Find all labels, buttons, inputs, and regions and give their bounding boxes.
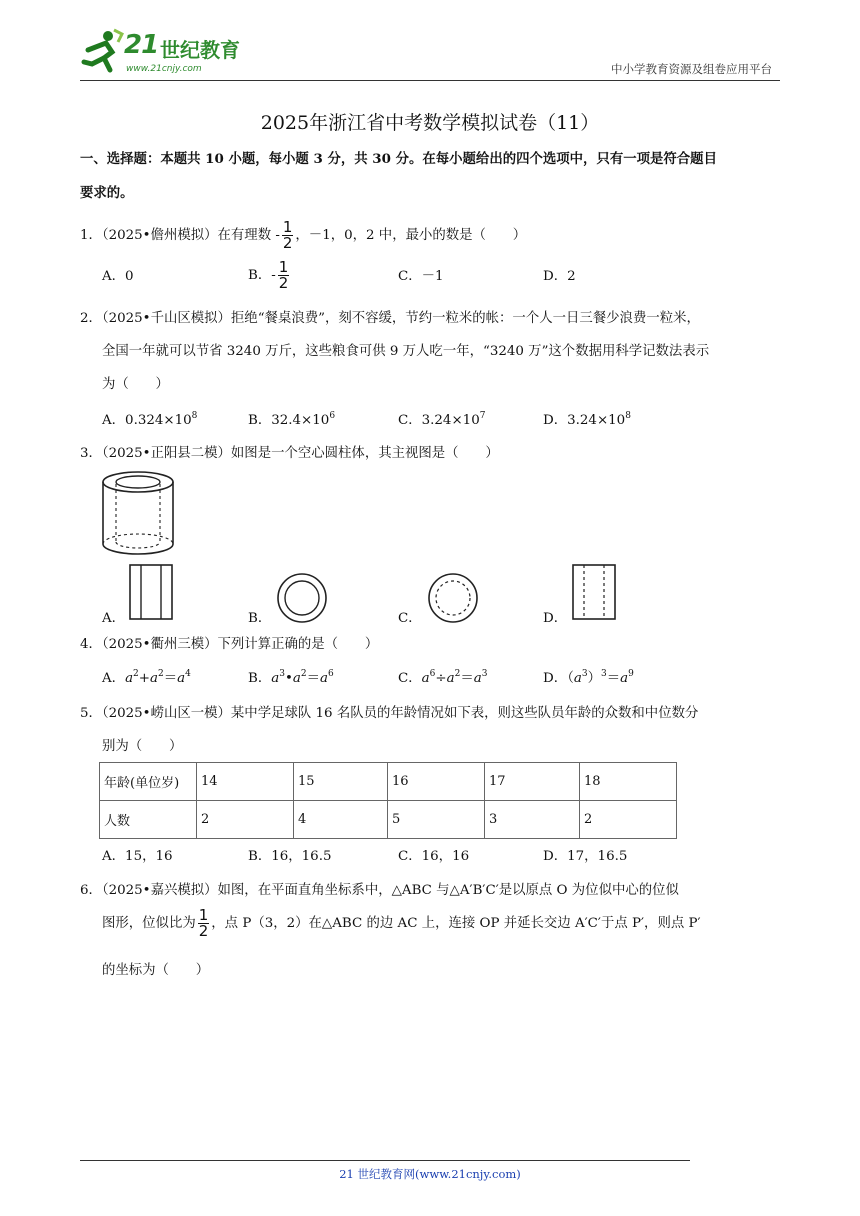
q4-option-d[interactable]: D．$(a^3)^3=a^9$	[543, 669, 634, 686]
page-title: 2025年浙江省中考数学模拟试卷（11）	[260, 112, 600, 134]
table-cell: 人数	[100, 801, 197, 839]
footer-divider	[80, 1160, 690, 1161]
logo-name: 世纪教育	[160, 38, 240, 62]
section-heading-line2: 要求的。	[80, 185, 134, 201]
question-6-line1: 6．（2025•嘉兴模拟）如图，在平面直角坐标系中，△ABC 与△A′B′C′是以原点 O 为位似中心的位似	[80, 883, 679, 898]
q3-option-d-figure[interactable]	[571, 563, 617, 621]
table-cell: 2	[197, 801, 294, 839]
question-2-line1: 2．（2025•千山区模拟）拒绝“餐桌浪费”，刻不容缓，节约一粒米的帐：一个人一日三餐少浪费一粒米，	[80, 311, 700, 326]
q2-option-a[interactable]: A．$0.324\times 10^8$	[102, 411, 198, 428]
footer-link[interactable]: 21 世纪教育网(www.21cnjy.com)	[339, 1167, 521, 1181]
table-cell: 18	[580, 763, 677, 801]
table-cell: 16	[388, 763, 485, 801]
q4-option-c[interactable]: C．$a^6\div a^2=a^3$	[398, 669, 488, 686]
q5-option-b[interactable]: B．16，16.5	[248, 849, 332, 864]
table-cell: 3	[485, 801, 580, 839]
question-2-line3: 为（ ）	[102, 377, 169, 392]
question-6-line3: 的坐标为（ ）	[102, 963, 210, 978]
question-3: 3．（2025•正阳县二模）如图是一个空心圆柱体，其主视图是（ ）	[80, 446, 499, 461]
q5-option-a[interactable]: A．15，16	[102, 849, 173, 864]
header-divider	[80, 80, 780, 81]
age-table	[99, 762, 677, 839]
runner-logo-icon	[78, 28, 124, 74]
site-name: 中小学教育资源及组卷应用平台	[611, 62, 772, 76]
table-cell: 年龄(单位岁)	[100, 763, 197, 801]
section-heading-line1: 一、选择题：本题共 10 小题，每小题 3 分，共 30 分。在每小题给出的四个选项中，只有一项是符合题目	[80, 151, 717, 167]
table-row	[100, 801, 677, 839]
q2-option-b[interactable]: B．$32.4\times 10^6$	[248, 411, 336, 428]
q1-option-a[interactable]: A．0	[102, 269, 134, 284]
q3-option-c-label[interactable]: C．	[398, 611, 422, 626]
question-1: 1．（2025•儋州模拟）在有理数 - $\frac{1}{2}$ ，－1，0，2 中，最小的数是（ ）	[80, 218, 527, 252]
q4-option-a[interactable]: A．$a^2+a^2=a^4$	[102, 669, 191, 686]
table-cell: 2	[580, 801, 677, 839]
q3-option-d-label[interactable]: D．	[543, 611, 568, 626]
q1-option-b[interactable]: B．- $\frac{1}{2}$	[248, 258, 289, 292]
q3-option-a-label[interactable]: A．	[102, 611, 126, 626]
q4-option-b[interactable]: B．$a^3•a^2=a^6$	[248, 669, 334, 686]
table-cell: 14	[197, 763, 294, 801]
question-6-line2: 图形，位似比为 $\frac{1}{2}$ ，点 P（3，2）在△ABC 的边 AC 上，连接 OP 并延长交边 A′C′于点 P′，则点 P′	[102, 906, 701, 940]
q3-option-c-figure[interactable]	[426, 571, 480, 625]
q1-option-d[interactable]: D．2	[543, 269, 576, 284]
q1-option-c[interactable]: C．－1	[398, 269, 444, 284]
logo-url: www.21cnjy.com	[126, 64, 202, 74]
fraction-half: $\frac{1}{2}$	[282, 218, 293, 252]
q3-option-b-label[interactable]: B．	[248, 611, 272, 626]
hollow-cylinder-figure	[100, 470, 180, 558]
q3-option-a-figure[interactable]	[128, 563, 174, 621]
question-4: 4．（2025•衢州三模）下列计算正确的是（ ）	[80, 637, 379, 652]
site-logo	[78, 28, 248, 78]
table-cell: 17	[485, 763, 580, 801]
question-5-line2: 别为（ ）	[102, 739, 183, 754]
table-row	[100, 763, 677, 801]
q3-option-b-figure[interactable]	[275, 571, 329, 625]
question-5-line1: 5．（2025•崂山区一模）某中学足球队 16 名队员的年龄情况如下表，则这些队员年龄的众数和中位数分	[80, 706, 699, 721]
q2-option-d[interactable]: D．$3.24\times 10^8$	[543, 411, 631, 428]
table-cell: 4	[294, 801, 388, 839]
q2-option-c[interactable]: C．$3.24\times 10^7$	[398, 411, 486, 428]
q5-option-c[interactable]: C．16，16	[398, 849, 470, 864]
q5-option-d[interactable]: D．17，16.5	[543, 849, 628, 864]
logo-number: 21	[124, 30, 159, 60]
table-cell: 15	[294, 763, 388, 801]
table-cell: 5	[388, 801, 485, 839]
question-2-line2: 全国一年就可以节省 3240 万斤，这些粮食可供 9 万人吃一年，“3240 万”这个数据用科学记数法表示	[102, 344, 710, 359]
